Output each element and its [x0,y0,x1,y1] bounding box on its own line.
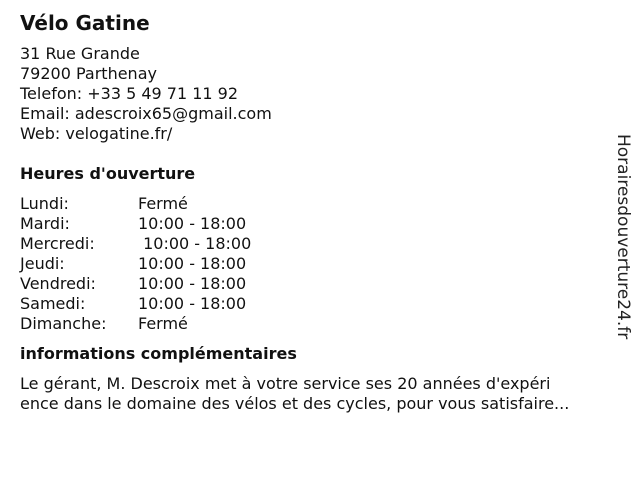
city-address: 79200 Parthenay [20,64,157,83]
day-label: Mardi: [20,214,70,233]
info-description: Le gérant, M. Descroix met à votre service ses 20 années d'expéri ence dans le domaine des vélos et des cycles, pour vous satisfaire... [20,374,570,413]
day-label: Vendredi: [20,274,96,293]
hours-row-lundi [20,194,610,214]
opening-hours [20,194,610,334]
day-time: Fermé [138,194,188,213]
contact-block [20,44,610,144]
day-label: Mercredi: [20,234,95,253]
day-time: 10:00 - 18:00 [138,214,247,233]
day-time: Fermé [138,314,188,333]
hours-row-mardi [20,214,610,234]
site-watermark: Horairesdouverture24.fr [613,134,633,340]
phone-line: Telefon: +33 5 49 71 11 92 [20,84,239,103]
business-card [20,10,610,414]
hours-row-samedi [20,294,610,314]
business-name: Vélo Gatine [20,11,150,35]
web-line: Web: velogatine.fr/ [20,124,173,143]
day-time: 10:00 - 18:00 [138,234,252,253]
day-label: Dimanche: [20,314,107,333]
hours-row-mercredi [20,234,610,254]
day-label: Lundi: [20,194,69,213]
email-line: Email: adescroix65@gmail.com [20,104,272,123]
day-time: 10:00 - 18:00 [138,274,247,293]
day-time: 10:00 - 18:00 [138,254,247,273]
street-address: 31 Rue Grande [20,44,140,63]
hours-row-jeudi [20,254,610,274]
hours-row-vendredi [20,274,610,294]
hours-heading: Heures d'ouverture [20,164,196,183]
info-heading: informations complémentaires [20,344,297,363]
day-label: Jeudi: [20,254,65,273]
hours-row-dimanche [20,314,610,334]
day-time: 10:00 - 18:00 [138,294,247,313]
day-label: Samedi: [20,294,86,313]
